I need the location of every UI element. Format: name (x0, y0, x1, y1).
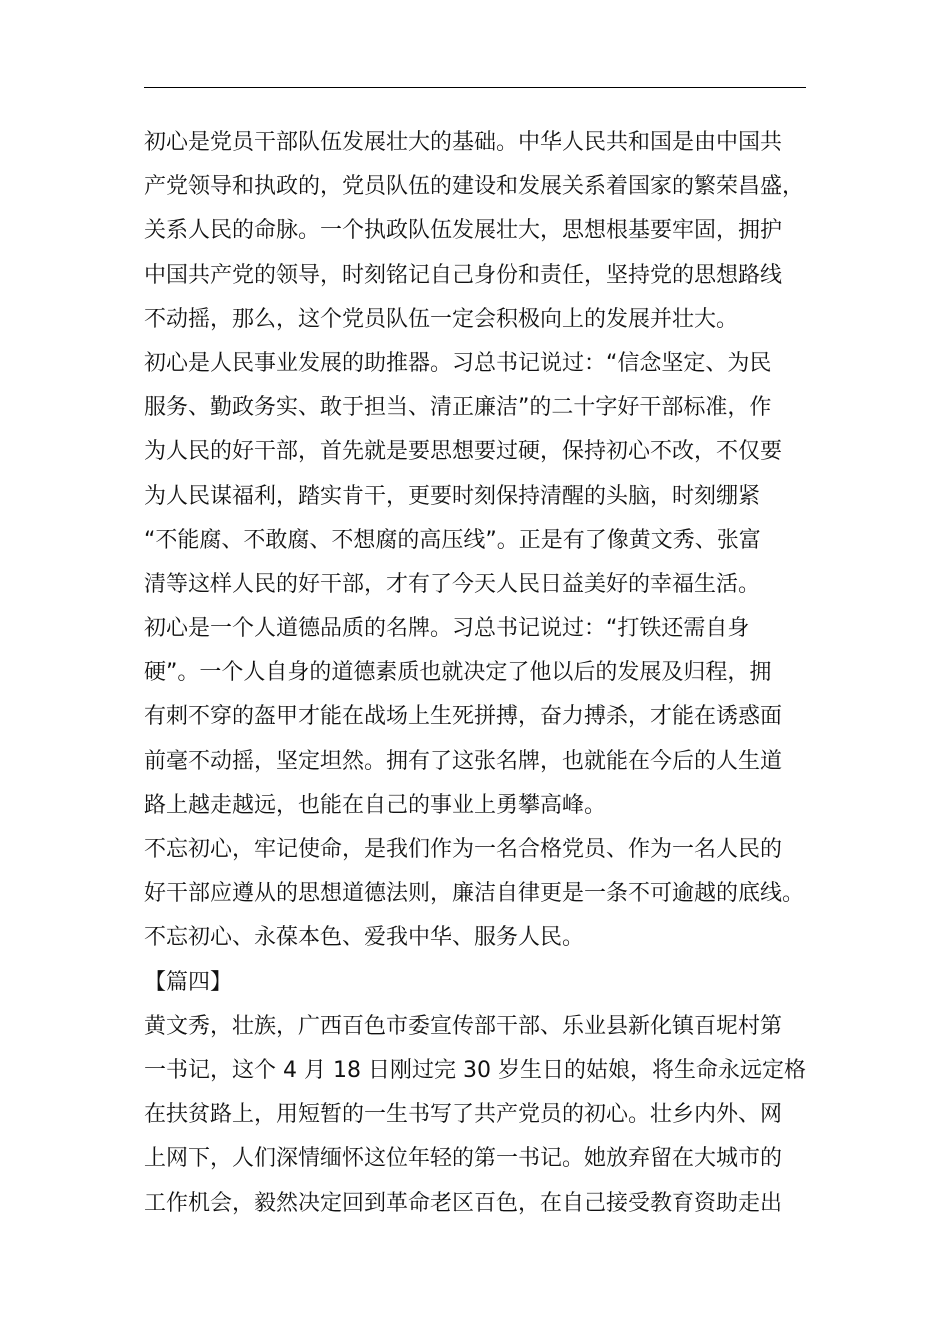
text-line: 初心是人民事业发展的助推器。习总书记说过：“信念坚定、为民 (144, 350, 772, 376)
text-line: 初心是党员干部队伍发展壮大的基础。中华人民共和国是由中国共 (144, 130, 783, 155)
text-line: 好干部应遵从的思想道德法则，廉洁自律更是一条不可逾越的底线。 (144, 881, 805, 907)
text-line: 前毫不动摇，坚定坦然。拥有了这张名牌，也就能在今后的人生道 (144, 748, 783, 774)
text-line: 不忘初心，牢记使命，是我们作为一名合格党员、作为一名人民的 (144, 837, 783, 862)
text-line: 不忘初心、永葆本色、爱我中华、服务人民。 (144, 925, 585, 951)
text-line: 工作机会，毅然决定回到革命老区百色，在自己接受教育资助走出 (144, 1190, 783, 1216)
text-line: 服务、勤政务实、敢于担当、清正廉洁”的二十字好干部标准，作 (144, 395, 772, 421)
document-body (144, 121, 834, 1226)
text-line: 不动摇，那么，这个党员队伍一定会积极向上的发展并壮大。 (144, 306, 739, 332)
text-line: 初心是一个人道德品质的名牌。习总书记说过：“打铁还需自身 (144, 616, 750, 642)
text-line: 在扶贫路上，用短暂的一生书写了共产党员的初心。壮乡内外、网 (144, 1102, 783, 1128)
text-line: 清等这样人民的好干部，才有了今天人民日益美好的幸福生活。 (144, 571, 761, 597)
text-line: 一书记，这个 4 月 18 日刚过完 30 岁生日的姑娘，将生命永远定格 (144, 1057, 806, 1083)
text-line: 黄文秀，壮族，广西百色市委宣传部干部、乐业县新化镇百坭村第 (144, 1013, 783, 1039)
text-line: “不能腐、不敢腐、不想腐的高压线”。正是有了像黄文秀、张富 (144, 527, 761, 553)
text-line: 上网下，人们深情缅怀这位年轻的第一书记。她放弃留在大城市的 (144, 1146, 783, 1172)
text-line: 为人民谋福利，踏实肯干，更要时刻保持清醒的头脑，时刻绷紧 (144, 483, 761, 509)
text-line: 路上越走越远，也能在自己的事业上勇攀高峰。 (144, 792, 607, 818)
text-line: 产党领导和执政的，党员队伍的建设和发展关系着国家的繁荣昌盛， (144, 174, 805, 200)
header-rule (144, 87, 806, 88)
text-line: 硬”。一个人自身的道德素质也就决定了他以后的发展及归程，拥 (144, 660, 772, 686)
text-line: 有刺不穿的盔甲才能在战场上生死拼搏，奋力搏杀，才能在诱惑面 (144, 704, 783, 730)
text-line: 为人民的好干部，首先就是要思想要过硬，保持初心不改，不仅要 (144, 439, 783, 465)
text-line: 中国共产党的领导，时刻铭记自己身份和责任，坚持党的思想路线 (144, 262, 783, 288)
section-heading: 【篇四】 (144, 969, 233, 995)
text-line: 关系人民的命脉。一个执政队伍发展壮大，思想根基要牢固，拥护 (144, 218, 783, 244)
